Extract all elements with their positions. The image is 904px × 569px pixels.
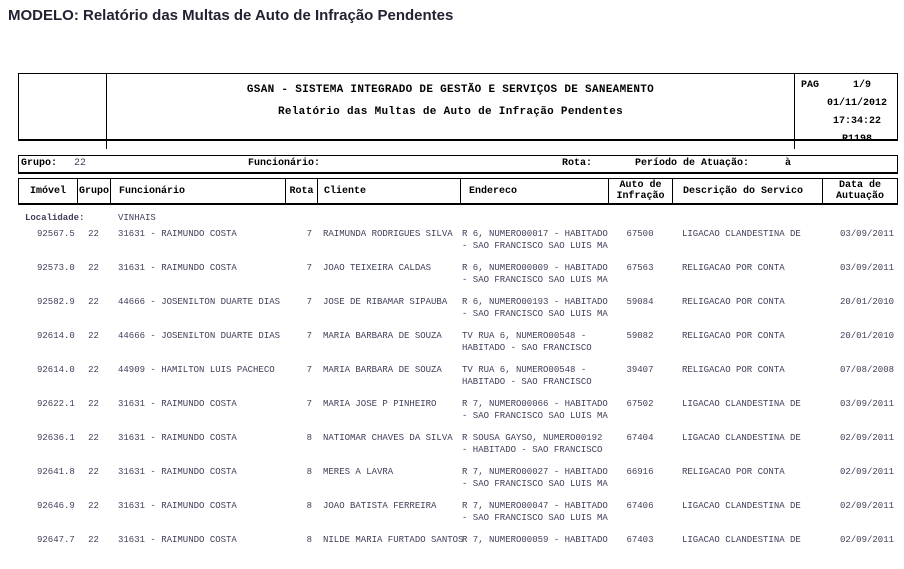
cell-descricao: RELIGACAO POR CONTA [682,467,785,477]
localidade-row [18,213,898,229]
col-header-funcionario: Funcionário [111,179,286,203]
cell-data-autuacao: 03/09/2011 [839,229,894,239]
cell-funcionario: 44666 - JOSENILTON DUARTE DIAS [118,331,281,341]
cell-data-autuacao: 02/09/2011 [839,433,894,443]
cell-endereco: R 6, NUMERO00193 - HABITADO - SAO FRANCISCO SAO LUIS MA [462,297,608,319]
cell-imovel: 92614.0 [37,331,75,341]
table-row [18,433,898,467]
cell-auto-infracao: 67500 [626,229,654,239]
cell-data-autuacao: 02/09/2011 [839,467,894,477]
cell-auto-infracao: 67404 [626,433,654,443]
cell-rota: 8 [306,433,312,443]
table-row [18,297,898,331]
cell-cliente: MARIA BARBARA DE SOUZA [323,365,442,375]
table-row [18,535,898,569]
cell-endereco: R 6, NUMERO00017 - HABITADO - SAO FRANCISCO SAO LUIS MA [462,229,608,251]
cell-imovel: 92636.1 [37,433,75,443]
logo-placeholder [19,74,107,149]
cell-data-autuacao: 03/09/2011 [839,263,894,273]
cell-cliente: RAIMUNDA RODRIGUES SILVA [323,229,453,239]
cell-cliente: JOAO TEIXEIRA CALDAS [323,263,432,273]
col-header-descricao: Descrição do Servico [673,179,823,203]
filter-bar [18,155,898,174]
cell-rota: 7 [306,399,312,409]
cell-rota: 8 [306,467,312,477]
system-title: GSAN - SISTEMA INTEGRADO DE GESTÃO E SERVIÇOS DE SANEAMENTO [246,84,655,96]
cell-grupo: 22 [88,297,99,307]
report-header-box [18,73,898,145]
cell-rota: 7 [306,365,312,375]
localidade-value: VINHAIS [118,213,156,223]
col-header-cliente: Cliente [318,179,461,203]
table-row [18,501,898,535]
cell-auto-infracao: 67563 [626,263,654,273]
cell-funcionario: 31631 - RAIMUNDO COSTA [118,263,237,273]
cell-endereco: R 6, NUMERO00009 - HABITADO - SAO FRANCISCO SAO LUIS MA [462,263,608,285]
cell-funcionario: 31631 - RAIMUNDO COSTA [118,229,237,239]
col-header-imovel: Imóvel [19,179,78,203]
page-number: 1/9 [852,80,871,91]
table-row [18,467,898,501]
cell-grupo: 22 [88,331,99,341]
cell-descricao: RELIGACAO POR CONTA [682,365,785,375]
table-row [18,399,898,433]
page-label: PAG [801,80,820,91]
cell-endereco: R 7, NUMERO00027 - HABITADO - SAO FRANCISCO SAO LUIS MA [462,467,608,489]
grupo-label: Grupo: [21,158,58,169]
cell-grupo: 22 [88,501,99,511]
cell-auto-infracao: 59082 [626,331,654,341]
cell-rota: 7 [306,263,312,273]
cell-funcionario: 31631 - RAIMUNDO COSTA [118,467,237,477]
cell-data-autuacao: 02/09/2011 [839,535,894,545]
col-header-auto-infracao: Auto de Infração [609,179,673,203]
cell-funcionario: 31631 - RAIMUNDO COSTA [118,501,237,511]
cell-endereco: R 7, NUMERO00066 - HABITADO - SAO FRANCISCO SAO LUIS MA [462,399,608,421]
cell-descricao: LIGACAO CLANDESTINA DE [682,535,801,545]
table-row [18,331,898,365]
grupo-value: 22 [74,158,87,169]
cell-rota: 7 [306,331,312,341]
cell-cliente: NILDE MARIA FURTADO SANTOS [323,535,464,545]
cell-data-autuacao: 20/01/2010 [839,331,894,341]
col-header-data-autuacao: Data de Autuação [835,180,884,202]
periodo-label: Período de Atuação: [635,158,750,169]
localidade-label: Localidade: [25,213,85,223]
cell-rota: 7 [306,229,312,239]
cell-grupo: 22 [88,263,99,273]
cell-auto-infracao: 39407 [626,365,654,375]
cell-grupo: 22 [88,433,99,443]
cell-cliente: MARIA JOSE P PINHEIRO [323,399,437,409]
report-meta [794,74,897,149]
cell-imovel: 92567.5 [37,229,75,239]
periodo-value: à [785,158,792,169]
cell-data-autuacao: 03/09/2011 [839,399,894,409]
cell-grupo: 22 [88,467,99,477]
cell-imovel: 92622.1 [37,399,75,409]
funcionario-label: Funcionário: [248,158,321,169]
cell-imovel: 92641.8 [37,467,75,477]
cell-descricao: LIGACAO CLANDESTINA DE [682,399,801,409]
cell-funcionario: 44666 - JOSENILTON DUARTE DIAS [118,297,281,307]
cell-descricao: RELIGACAO POR CONTA [682,331,785,341]
cell-imovel: 92614.0 [37,365,75,375]
cell-grupo: 22 [88,399,99,409]
page-title: MODELO: Relatório das Multas de Auto de Infração Pendentes [8,7,454,24]
cell-descricao: LIGACAO CLANDESTINA DE [682,433,801,443]
report-time: 17:34:22 [832,116,881,127]
col-header-endereco: Endereco [461,179,609,203]
cell-imovel: 92582.9 [37,297,75,307]
cell-auto-infracao: 67403 [626,535,654,545]
col-header-grupo: Grupo [78,179,111,203]
cell-cliente: NATIOMAR CHAVES DA SILVA [323,433,453,443]
cell-cliente: MARIA BARBARA DE SOUZA [323,331,442,341]
table-header [18,178,898,205]
cell-rota: 8 [306,535,312,545]
cell-grupo: 22 [88,229,99,239]
cell-data-autuacao: 20/01/2010 [839,297,894,307]
rota-label: Rota: [562,158,593,169]
report-code: R1198 [841,134,872,145]
cell-descricao: RELIGACAO POR CONTA [682,297,785,307]
cell-grupo: 22 [88,535,99,545]
cell-funcionario: 31631 - RAIMUNDO COSTA [118,535,237,545]
cell-auto-infracao: 66916 [626,467,654,477]
cell-cliente: JOAO BATISTA FERREIRA [323,501,437,511]
cell-funcionario: 31631 - RAIMUNDO COSTA [118,399,237,409]
cell-endereco: R 7, NUMERO00059 - HABITADO [462,535,608,545]
cell-descricao: LIGACAO CLANDESTINA DE [682,229,801,239]
cell-data-autuacao: 07/08/2008 [839,365,894,375]
col-header-rota: Rota [286,179,318,203]
report-date: 01/11/2012 [826,98,887,109]
cell-imovel: 92573.0 [37,263,75,273]
cell-descricao: RELIGACAO POR CONTA [682,263,785,273]
cell-grupo: 22 [88,365,99,375]
cell-auto-infracao: 67406 [626,501,654,511]
cell-endereco: R 7, NUMERO00047 - HABITADO - SAO FRANCISCO SAO LUIS MA [462,501,608,523]
report-header-titles [107,74,794,149]
table-body [18,213,898,569]
cell-funcionario: 31631 - RAIMUNDO COSTA [118,433,237,443]
cell-funcionario: 44909 - HAMILTON LUIS PACHECO [118,365,275,375]
cell-data-autuacao: 02/09/2011 [839,501,894,511]
cell-descricao: LIGACAO CLANDESTINA DE [682,501,801,511]
cell-auto-infracao: 59084 [626,297,654,307]
cell-endereco: R SOUSA GAYSO, NUMERO00192 - HABITADO - SAO FRANCISCO [462,433,603,455]
cell-imovel: 92647.7 [37,535,75,545]
table-row [18,263,898,297]
cell-endereco: TV RUA 6, NUMERO00548 - HABITADO - SAO FRANCISCO [462,365,592,387]
cell-auto-infracao: 67502 [626,399,654,409]
cell-imovel: 92646.9 [37,501,75,511]
cell-cliente: JOSE DE RIBAMAR SIPAUBA [323,297,448,307]
table-row [18,229,898,263]
table-row [18,365,898,399]
cell-cliente: MERES A LAVRA [323,467,394,477]
cell-rota: 7 [306,297,312,307]
table-rows [18,229,898,569]
cell-rota: 8 [306,501,312,511]
cell-endereco: TV RUA 6, NUMERO00548 - HABITADO - SAO FRANCISCO [462,331,592,353]
report-title: Relatório das Multas de Auto de Infração Pendentes [277,106,624,118]
